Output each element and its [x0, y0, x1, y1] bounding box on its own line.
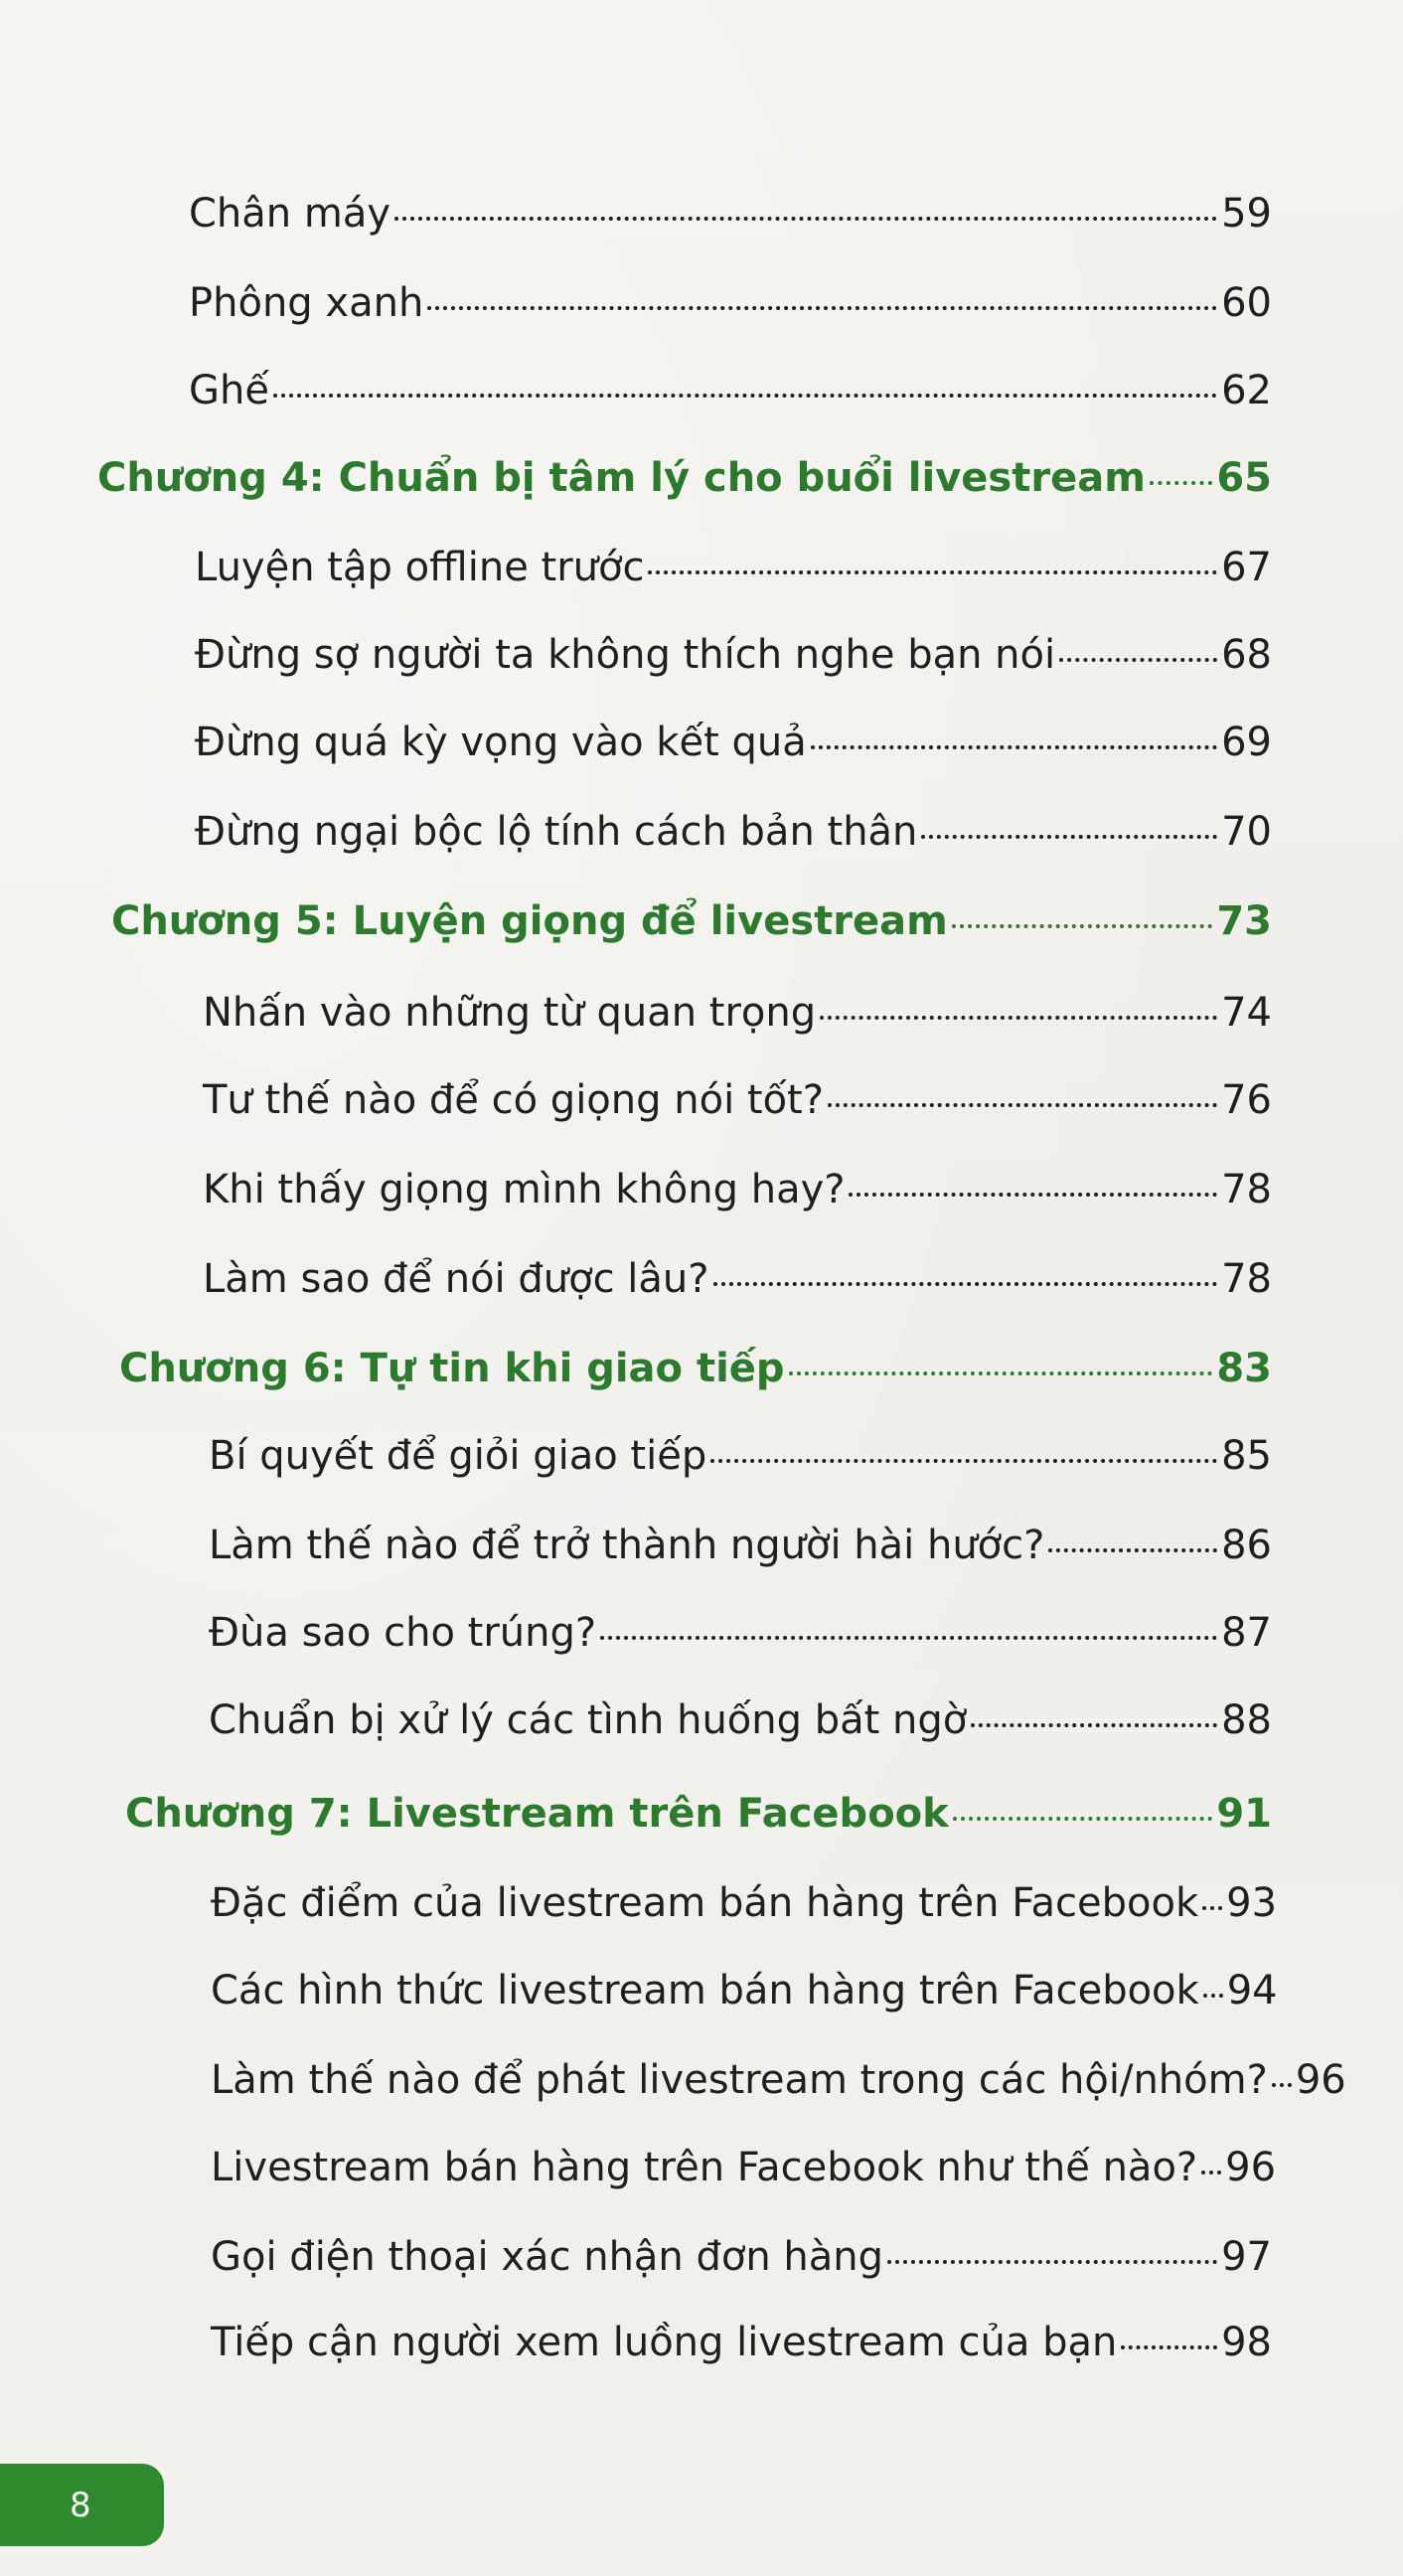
toc-chapter-page: 83 — [1216, 1346, 1272, 1391]
toc-entry — [203, 1256, 1272, 1312]
toc-chapter-title: Chương 7: Livestream trên Facebook — [125, 1791, 949, 1837]
toc-entry — [209, 1433, 1272, 1489]
toc-entry-page: 93 — [1226, 1880, 1278, 1926]
dot-leader — [1202, 1906, 1222, 1910]
toc-entry-title: Đùa sao cho trúng? — [209, 1610, 597, 1656]
dot-leader — [600, 1636, 1217, 1640]
toc-entry-page: 94 — [1226, 1968, 1278, 2013]
toc-entry-page: 87 — [1221, 1610, 1272, 1656]
toc-entry-title: Livestream bán hàng trên Facebook như thế nào? — [211, 2145, 1198, 2190]
toc-chapter-page: 65 — [1216, 455, 1272, 501]
toc-entry-page: 78 — [1221, 1256, 1272, 1302]
dot-leader — [921, 835, 1217, 839]
toc-entry-page: 69 — [1221, 720, 1272, 765]
toc-entry — [211, 1968, 1278, 2023]
toc-entry — [209, 1697, 1272, 1753]
toc-entry-title: Khi thấy giọng mình không hay? — [203, 1167, 846, 1212]
dot-leader — [1048, 1548, 1217, 1552]
toc-entry-page: 59 — [1221, 191, 1272, 237]
toc-entry — [189, 368, 1272, 423]
dot-leader — [820, 1016, 1217, 1020]
toc-entry-title: Chuẩn bị xử lý các tình huống bất ngờ — [209, 1697, 968, 1743]
toc-chapter — [111, 898, 1272, 954]
dot-leader — [273, 394, 1217, 398]
toc-entry — [211, 1880, 1278, 1936]
dot-leader — [710, 1459, 1217, 1463]
toc-entry — [211, 2320, 1272, 2375]
toc-entry-page: 98 — [1221, 2320, 1272, 2365]
toc-entry-page: 78 — [1221, 1167, 1272, 1212]
toc-entry-title: Đừng quá kỳ vọng vào kết quả — [195, 720, 807, 765]
toc-entry-page: 70 — [1221, 809, 1272, 855]
dot-leader — [1150, 481, 1212, 485]
toc-entry-title: Đừng sợ người ta không thích nghe bạn nói — [195, 632, 1056, 678]
toc-entry-page: 76 — [1221, 1077, 1272, 1123]
dot-leader — [849, 1193, 1217, 1197]
toc-chapter-title: Chương 6: Tự tin khi giao tiếp — [119, 1346, 785, 1391]
dot-leader — [1272, 2083, 1292, 2087]
toc-entry-title: Luyện tập offline trước — [195, 545, 645, 590]
dot-leader — [887, 2260, 1217, 2264]
toc-entry-page: 74 — [1221, 990, 1272, 1036]
toc-entry-title: Ghế — [189, 368, 269, 413]
toc-entry — [195, 809, 1272, 865]
toc-entry-title: Nhấn vào những từ quan trọng — [203, 990, 817, 1036]
toc-entry — [209, 1610, 1272, 1666]
toc-entry-page: 96 — [1295, 2057, 1346, 2103]
dot-leader — [1201, 2171, 1221, 2174]
toc-entry — [195, 545, 1272, 600]
toc-entry — [203, 990, 1272, 1046]
dot-leader — [427, 306, 1217, 310]
toc-chapter-title: Chương 4: Chuẩn bị tâm lý cho buổi livestream — [97, 455, 1146, 501]
toc-entry-title: Bí quyết để giỏi giao tiếp — [209, 1433, 707, 1479]
toc-entry-page: 88 — [1221, 1697, 1272, 1743]
dot-leader — [394, 217, 1217, 221]
page-number-tab — [0, 2464, 164, 2546]
toc-entry-title: Gọi điện thoại xác nhận đơn hàng — [211, 2234, 884, 2280]
toc-entry-title: Chân máy — [189, 191, 391, 237]
page-number: 8 — [70, 2485, 91, 2525]
toc-entry — [189, 191, 1272, 246]
toc-entry-title: Tư thế nào để có giọng nói tốt? — [203, 1077, 824, 1123]
toc-entry-page: 85 — [1221, 1433, 1272, 1479]
toc-entry-title: Phông xanh — [189, 280, 424, 326]
toc-entry-title: Làm thế nào để trở thành người hài hước? — [209, 1523, 1045, 1568]
toc-entry — [195, 720, 1272, 775]
toc-entry-title: Các hình thức livestream bán hàng trên Facebook — [211, 1968, 1199, 2013]
toc-entry-title: Làm sao để nói được lâu? — [203, 1256, 709, 1302]
toc-entry — [203, 1077, 1272, 1133]
dot-leader — [1203, 1994, 1223, 1998]
toc-entry-page: 86 — [1221, 1523, 1272, 1568]
toc-entry — [209, 1523, 1272, 1578]
toc-chapter-page: 91 — [1216, 1791, 1272, 1837]
dot-leader — [789, 1371, 1213, 1375]
toc-entry-title: Làm thế nào để phát livestream trong các hội/nhóm? — [211, 2057, 1268, 2103]
toc-entry-page: 67 — [1221, 545, 1272, 590]
dot-leader — [811, 745, 1217, 749]
toc-entry — [211, 2057, 1346, 2113]
toc-chapter — [119, 1346, 1272, 1401]
toc-entry — [211, 2145, 1277, 2200]
dot-leader — [713, 1282, 1218, 1286]
toc-entry-page: 97 — [1221, 2234, 1272, 2280]
toc-entry-title: Đặc điểm của livestream bán hàng trên Facebook — [211, 1880, 1199, 1926]
toc-chapter — [125, 1791, 1272, 1847]
toc-entry — [195, 632, 1272, 688]
dot-leader — [828, 1103, 1217, 1107]
toc-entry-page: 68 — [1221, 632, 1272, 678]
toc-entry — [203, 1167, 1272, 1222]
dot-leader — [1059, 658, 1217, 662]
dot-leader — [952, 924, 1213, 928]
toc-entry-page: 60 — [1221, 280, 1272, 326]
toc-entry-page: 62 — [1221, 368, 1272, 413]
dot-leader — [648, 570, 1217, 574]
toc-entry — [211, 2234, 1272, 2290]
toc-chapter — [97, 455, 1272, 511]
toc-chapter-title: Chương 5: Luyện giọng để livestream — [111, 898, 948, 944]
dot-leader — [1121, 2345, 1217, 2349]
dot-leader — [971, 1723, 1217, 1727]
toc-entry-title: Tiếp cận người xem luồng livestream của bạn — [211, 2320, 1118, 2365]
toc-entry-title: Đừng ngại bộc lộ tính cách bản thân — [195, 809, 918, 855]
toc-entry — [189, 280, 1272, 336]
dot-leader — [953, 1817, 1213, 1821]
toc-entry-page: 96 — [1225, 2145, 1277, 2190]
toc-chapter-page: 73 — [1216, 898, 1272, 944]
